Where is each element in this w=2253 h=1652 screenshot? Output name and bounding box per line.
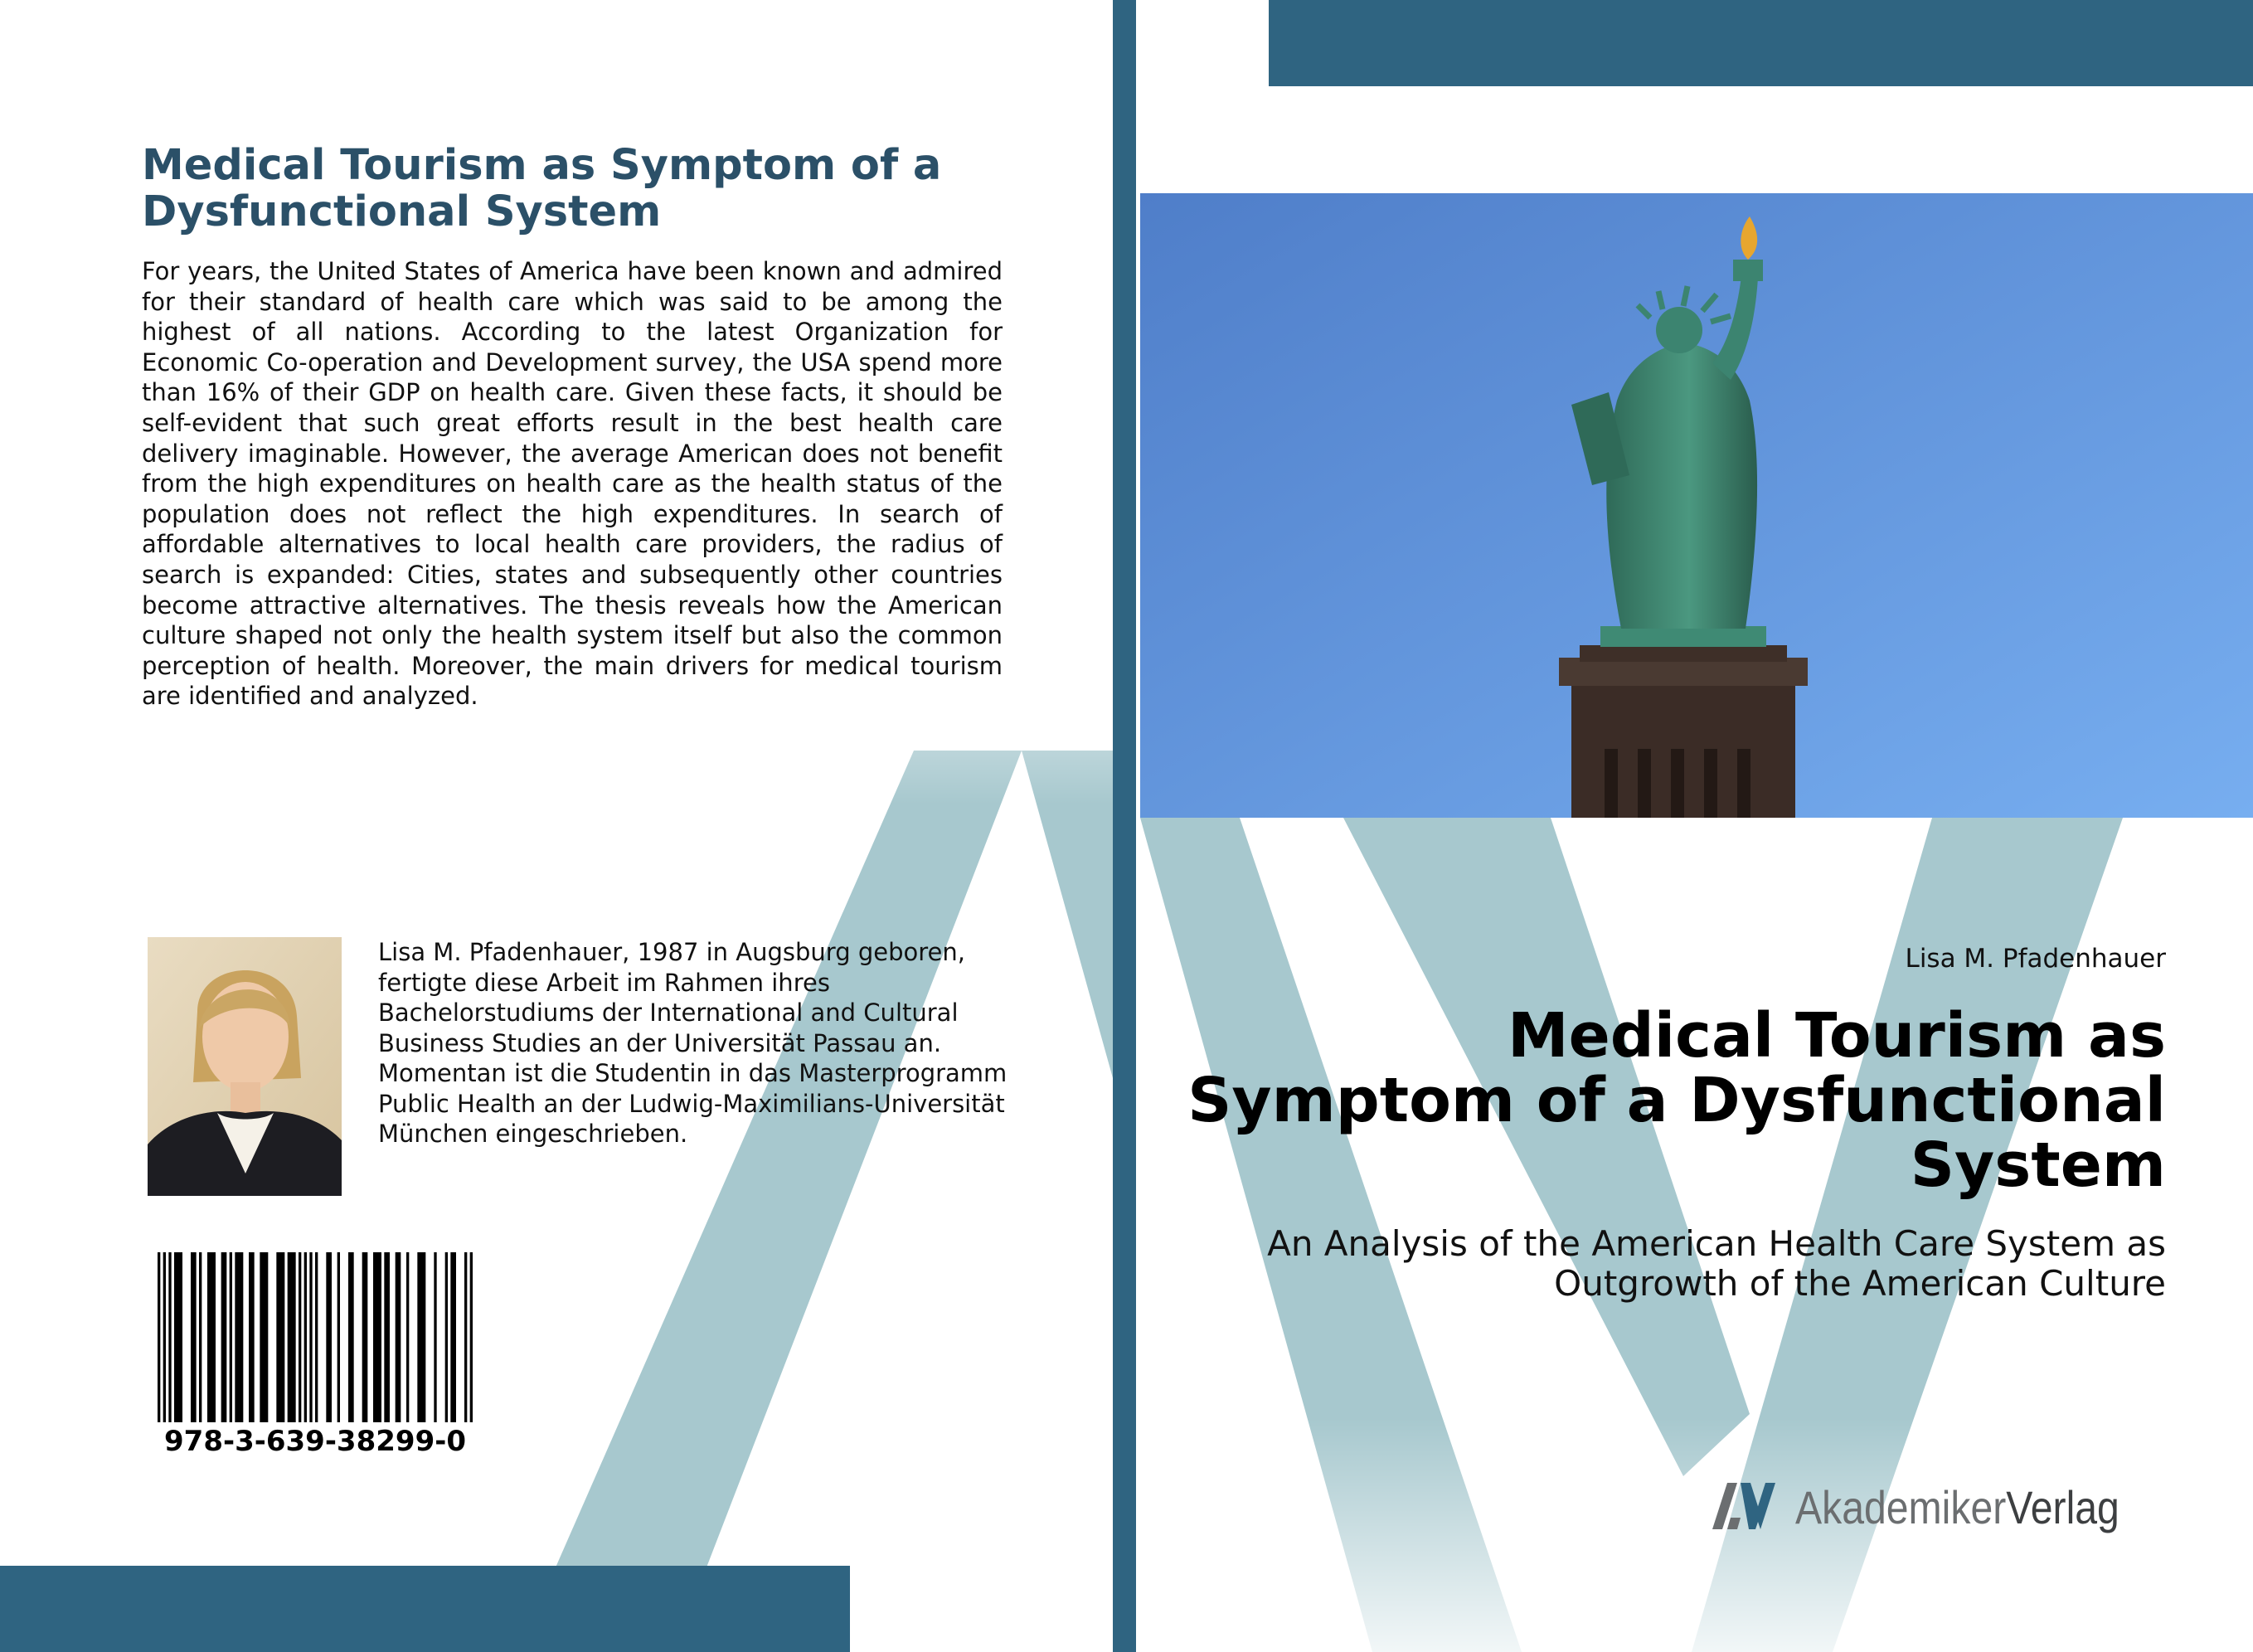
barcode-bar [288,1252,296,1422]
barcode-bar [199,1252,202,1422]
barcode-bar [304,1252,307,1422]
front-subtitle: An Analysis of the American Health Care System as Outgrowth of the American Culture [1267,1223,2166,1304]
barcode-bar [348,1252,354,1422]
barcode-bar [417,1252,425,1422]
barcode-bar [326,1252,332,1422]
barcode-bar [470,1252,473,1422]
front-author: Lisa M. Pfadenhauer [1905,944,2166,974]
barcode-bar [174,1252,182,1422]
publisher-name-strong: Verlag [2006,1481,2119,1533]
barcode-bar [315,1252,318,1422]
barcode-bar [221,1252,227,1422]
cover-photo-statue-of-liberty [1140,193,2253,818]
barcode-bar [384,1252,390,1422]
barcode-bar [445,1252,448,1422]
barcode-bar [168,1252,171,1422]
barcode-bar [163,1252,166,1422]
barcode-bar [230,1252,232,1422]
barcode-bar [434,1252,436,1422]
barcode-bar [406,1252,409,1422]
barcode-bar [260,1252,268,1422]
back-blurb: For years, the United States of America have been known and admired for their standard of health care which was said to be among the highest of all nations. According to the latest Organization for Economic Co-operation and Development survey, the USA spend more than 16% of their GDP on health care. Given these facts, it should be self-evident that such great efforts result in the best health care delivery imaginable. However, the average American does not benefit from the high expenditures on health care as the health status of the population does not reflect the high expenditures. In search of affordable alternatives to local health care providers, the radius of search is expanded: Cities, states and subsequently other countries become attractive alternatives. The thesis reveals how the American culture shaped not only the health system itself but also the common perception of health. Moreover, the main drivers for medical tourism are identified and analyzed. [142,257,1003,711]
publisher-name-light: Akademiker [1795,1481,2007,1533]
barcode-bar [276,1252,284,1422]
front-title: Medical Tourism as Symptom of a Dysfunctional System [1187,1000,2166,1201]
barcode-bar [235,1252,243,1422]
av-logo-icon [1712,1481,1779,1531]
isbn-barcode [158,1252,473,1422]
back-title: Medical Tourism as Symptom of a Dysfunctional System [142,141,942,236]
barcode-bar [207,1252,216,1422]
barcode-bar [450,1252,456,1422]
barcode-bar [373,1252,381,1422]
barcode-bar [249,1252,255,1422]
barcode-bar [464,1252,467,1422]
barcode-bar [299,1252,301,1422]
publisher-name [1795,1481,2119,1534]
author-bio: Lisa M. Pfadenhauer, 1987 in Augsburg geboren, fertigte diese Arbeit im Rahmen ihres Bachelorstudiums der International and Cultural Business Studies an der Universität Passau an. Momentan ist die Studentin in das Masterprogramm Public Health an der Ludwig-Maximilians-Universität München eingeschrieben. [378,938,1008,1148]
spine-stripe [1113,0,1136,1652]
barcode-bar [309,1252,312,1422]
author-photo [148,937,342,1196]
barcode-bar [396,1252,401,1422]
barcode-bar [362,1252,368,1422]
barcode-bar [158,1252,160,1422]
front-top-bar [1269,0,2253,86]
isbn-number: 978-3-639-38299-0 [164,1425,466,1458]
back-bottom-bar [0,1566,850,1652]
barcode-bar [337,1252,340,1422]
barcode-bar [191,1252,197,1422]
